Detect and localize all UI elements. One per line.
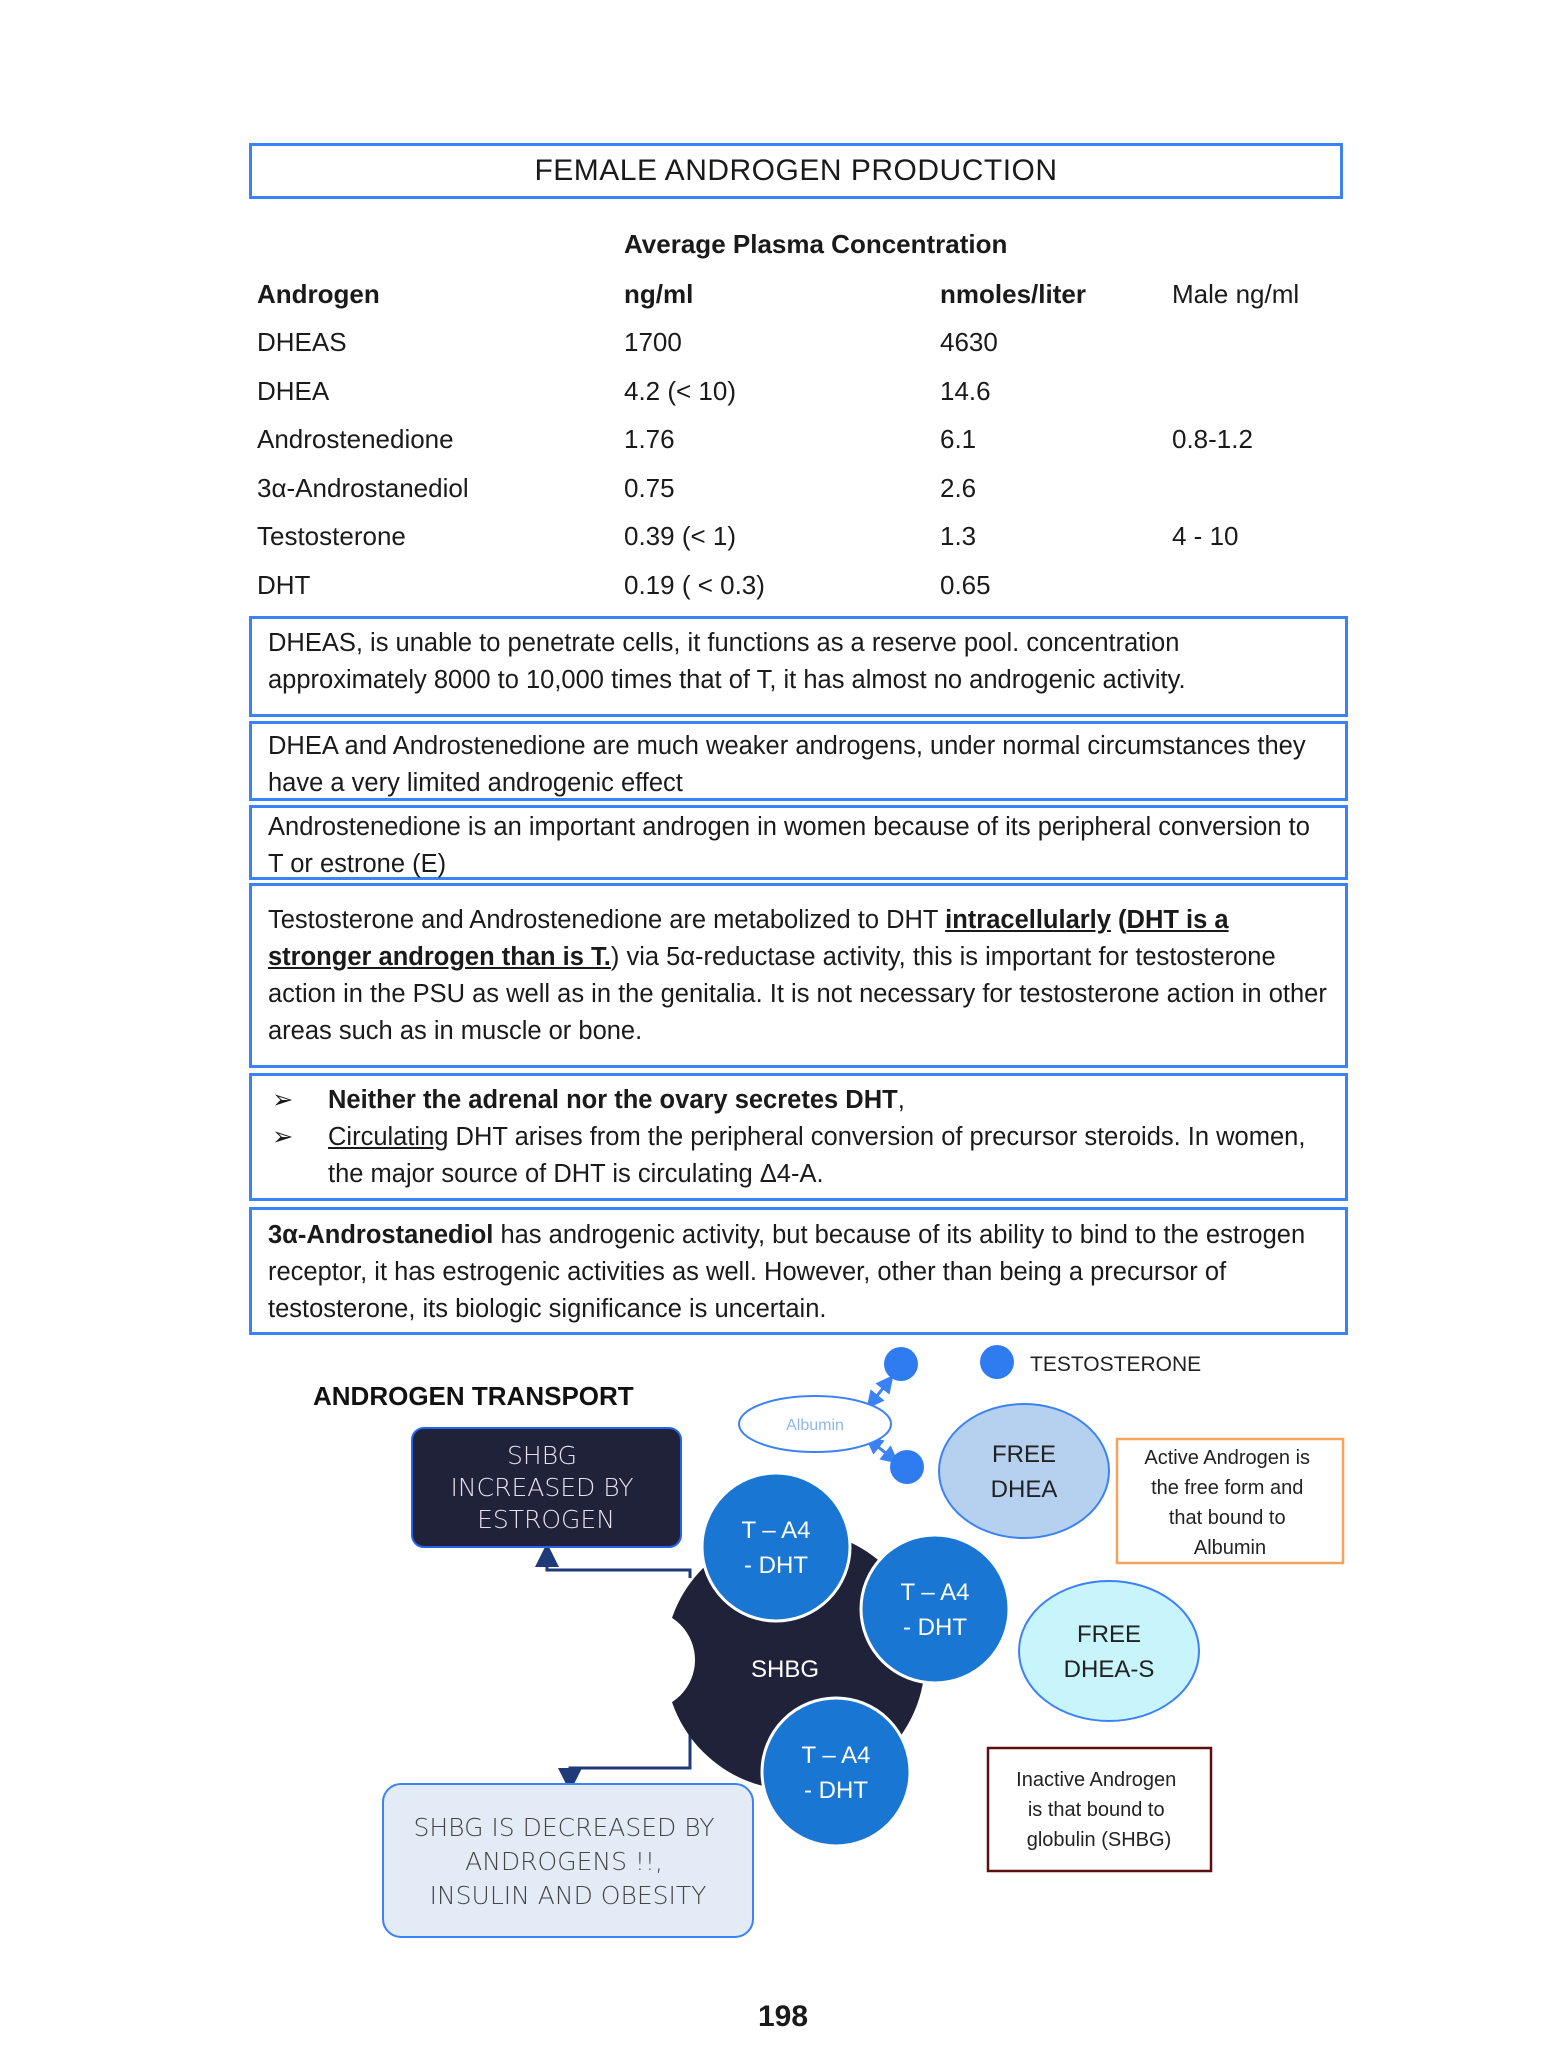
table-cell: DHEAS xyxy=(257,327,347,357)
albumin-label: Albumin xyxy=(786,1417,844,1434)
svg-text:T – A4- DHT: T – A4 - DHT xyxy=(801,1742,871,1804)
svg-text:Inactive Androgen is t: Inactive Androgen is that bound to globulin (SHBG) xyxy=(1016,1769,1177,1851)
note-text: ) via 5α-reductase activity, this is important for testosterone action in the PSU as well as in the genitalia. It is not necessary for testosterone action in other areas such as in muscle or bone. xyxy=(268,943,1327,1045)
table-cell: Testosterone xyxy=(257,521,406,551)
col-header: Androgen xyxy=(257,279,380,309)
legend-testosterone-dot xyxy=(980,1345,1014,1379)
table-cell: 1.3 xyxy=(940,521,977,551)
page-number: 198 xyxy=(757,2000,809,2033)
table-cell: 4.2 (< 10) xyxy=(624,375,737,406)
table-cell: 4 - 10 xyxy=(1172,521,1239,551)
note-text: Neither the adrenal nor the ovary secretes DHT xyxy=(328,1086,898,1114)
arrow-bullet-icon: ➢ xyxy=(272,1086,294,1114)
table-cell: 2.6 xyxy=(940,472,977,503)
table-cell: 6.1 xyxy=(940,424,977,454)
note-text: DHEAS, is unable to penetrate cells, it functions as a reserve pool. concentration approximately 8000 to 10,000 times that of T, it has almost no androgenic activity. xyxy=(268,629,1186,694)
table-cell: DHEA xyxy=(257,375,330,406)
table-cell: 1.76 xyxy=(624,424,675,454)
note-emphasis: 3α-Androstanediol xyxy=(268,1221,494,1249)
inactive-androgen-callout xyxy=(988,1748,1211,1871)
shbg-increased-text: SHBG INCREASED BY ESTROGEN xyxy=(450,1441,634,1534)
table-cell: 14.6 xyxy=(940,375,991,406)
bound-androgen-circle xyxy=(702,1473,850,1621)
table-cell: 3α-Androstanediol xyxy=(257,472,469,503)
albumin-binding-arrow xyxy=(872,1382,888,1402)
table-cell: 0.19 ( < 0.3) xyxy=(624,569,765,600)
table-cell: 0.8-1.2 xyxy=(1172,424,1253,454)
col-header: Male ng/ml xyxy=(1172,279,1300,309)
col-header: nmoles/liter xyxy=(940,279,1086,309)
svg-text:Active Androgen is the: Active Androgen is the free form and that bound to Albumin xyxy=(1144,1447,1311,1559)
shbg-notch xyxy=(595,1610,695,1710)
note-text: has androgenic activity, but because of its ability to bind to the estrogen receptor, it has estrogenic activities as well. However, other than being a precursor of testosterone, its biologic significance is uncertain. xyxy=(268,1221,1306,1323)
table-cell: 0.65 xyxy=(940,569,991,600)
free-dheas-circle xyxy=(1019,1581,1199,1721)
connector-up xyxy=(547,1555,690,1578)
table-cell: 0.39 (< 1) xyxy=(624,521,737,551)
table-cell: DHT xyxy=(257,569,311,600)
note-emphasis: intracellularly xyxy=(945,906,1111,934)
free-dhea-circle xyxy=(939,1404,1109,1538)
table-group-header: Average Plasma Concentration xyxy=(624,229,1008,259)
note-text: ( xyxy=(1110,906,1127,934)
active-androgen-callout xyxy=(1117,1439,1343,1563)
page-title: FEMALE ANDROGEN PRODUCTION xyxy=(249,143,1343,199)
table-cell: 1700 xyxy=(624,327,682,357)
shbg-decreased-text: SHBG IS DECREASED BY ANDROGENS !!, INSULIN AND OBESITY xyxy=(413,1813,715,1910)
svg-text:T – A4- DHT: T – A4 - DHT xyxy=(900,1579,970,1641)
bound-androgen-circle xyxy=(762,1698,910,1846)
connector-down xyxy=(570,1720,690,1780)
table-cell: 4630 xyxy=(940,327,998,357)
diagram-heading: ANDROGEN TRANSPORT xyxy=(313,1381,634,1411)
note-emphasis: Circulating xyxy=(328,1123,449,1151)
table-cell: 0.75 xyxy=(624,472,675,503)
legend-label: TESTOSTERONE xyxy=(1030,1353,1202,1376)
svg-text:FREEDHEA: FREE DHEA xyxy=(990,1441,1058,1503)
note-text: , xyxy=(897,1086,905,1114)
bound-androgen-circle xyxy=(861,1535,1009,1683)
table-cell: Androstenedione xyxy=(257,424,454,454)
note-text: Testosterone and Androstenedione are metabolized to DHT xyxy=(268,906,946,934)
testosterone-dot xyxy=(884,1347,918,1381)
note-text: Androstenedione is an important androgen in women because of its peripheral conversion to T or estrone (E) xyxy=(268,813,1310,878)
col-header: ng/ml xyxy=(624,279,694,309)
albumin-binding-arrow xyxy=(872,1442,892,1458)
note-text: DHT arises from the peripheral conversion of precursor steroids. In women, the major source of DHT is circulating Δ4-A. xyxy=(328,1123,1306,1188)
testosterone-dot xyxy=(890,1450,924,1484)
svg-text:FREEDHEA-S: FREE DHEA-S xyxy=(1063,1621,1155,1683)
svg-text:T – A4- DHT: T – A4 - DHT xyxy=(741,1517,811,1579)
note-emphasis: DHT is a stronger androgen than is T. xyxy=(268,906,1229,971)
shbg-label: SHBG xyxy=(750,1656,820,1683)
note-text: DHEA and Androstenedione are much weaker androgens, under normal circumstances they have a very limited androgenic effect xyxy=(268,732,1306,797)
arrow-bullet-icon: ➢ xyxy=(272,1123,294,1151)
